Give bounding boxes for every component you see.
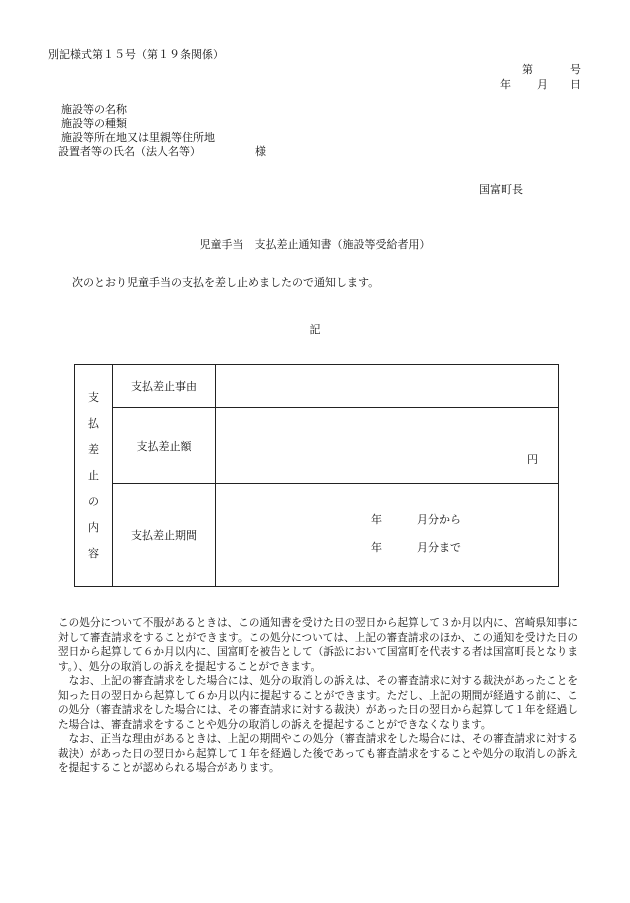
- doc-number-go: 号: [570, 63, 581, 76]
- side-char: 容: [88, 546, 99, 560]
- issuer: 国富町長: [479, 183, 523, 196]
- founder-name-label: 設置者等の氏名（法人名等）: [58, 145, 201, 158]
- side-char: 止: [88, 468, 99, 482]
- intro-text: 次のとおり児童手当の支払を差し止めましたので通知します。: [72, 276, 380, 289]
- stop-reason-value: [216, 365, 559, 408]
- date-day: 日: [570, 78, 581, 91]
- ki-mark: 記: [309, 323, 321, 336]
- doc-number-dai: 第: [522, 63, 533, 76]
- facility-name-label: 施設等の名称: [61, 103, 127, 116]
- side-char: の: [88, 494, 99, 508]
- period-to-month: 月分まで: [417, 541, 461, 554]
- side-char: 支: [88, 390, 99, 404]
- side-char: 払: [88, 416, 99, 430]
- date-month: 月: [537, 78, 548, 91]
- facility-address-label: 施設等所在地又は里親等住所地: [61, 131, 215, 144]
- side-label: [75, 365, 113, 587]
- period-to-year: 年: [371, 541, 382, 554]
- period-from-year: 年: [371, 513, 382, 526]
- date-year: 年: [500, 78, 511, 91]
- side-char: 内: [88, 520, 99, 534]
- stop-period-label: 支払差止期間: [113, 484, 216, 587]
- stop-amount-label: 支払差止額: [113, 408, 216, 484]
- facility-type-label: 施設等の種類: [61, 117, 127, 130]
- note-paragraph: なお、正当な理由があるときは、上記の期間やこの処分（審査請求をした場合には、その審査請求に対する裁決）があった日の翌日から起算して１年を経過した後であっても審査請求をすることや処分の取消しの訴えを提起することが認められる場合があります。: [58, 733, 578, 774]
- stop-amount-value: [216, 408, 559, 484]
- document-title: 児童手当 支払差止通知書（施設等受給者用）: [199, 238, 431, 251]
- form-reference: 別記様式第１５号（第１９条関係）: [48, 48, 224, 61]
- yen-unit: 円: [527, 453, 538, 466]
- stop-details-table: [74, 364, 559, 587]
- note-paragraph: なお、上記の審査請求をした場合には、処分の取消しの訴えは、その審査請求に対する裁決があったことを知った日の翌日から起算して６か月以内に提起することができます。ただし、上記の期間が経過する前に、この処分（審査請求をした場合には、その審査請求に対する裁決）があった日の翌日から起算して１年を経過した場合は、審査請求をすることや処分の取消しの訴えを提起することができなくなります。: [58, 675, 578, 731]
- period-from-month: 月分から: [417, 513, 461, 526]
- stop-reason-label: 支払差止事由: [113, 365, 216, 408]
- honorific-sama: 様: [255, 145, 266, 158]
- side-char: 差: [88, 442, 99, 456]
- note-paragraph: この処分について不服があるときは、この通知書を受けた日の翌日から起算して３か月以内に、宮崎県知事に対して審査請求をすることができます。この処分については、上記の審査請求のほか、この通知を受けた日の翌日から起算して６か月以内に、国富町を被告として（訴訟において国富町を代表する者は国富町長となります。）、処分の取消しの訴えを提起することができます。: [58, 617, 578, 673]
- stop-period-value: [216, 484, 559, 587]
- appeal-notes: [58, 616, 578, 776]
